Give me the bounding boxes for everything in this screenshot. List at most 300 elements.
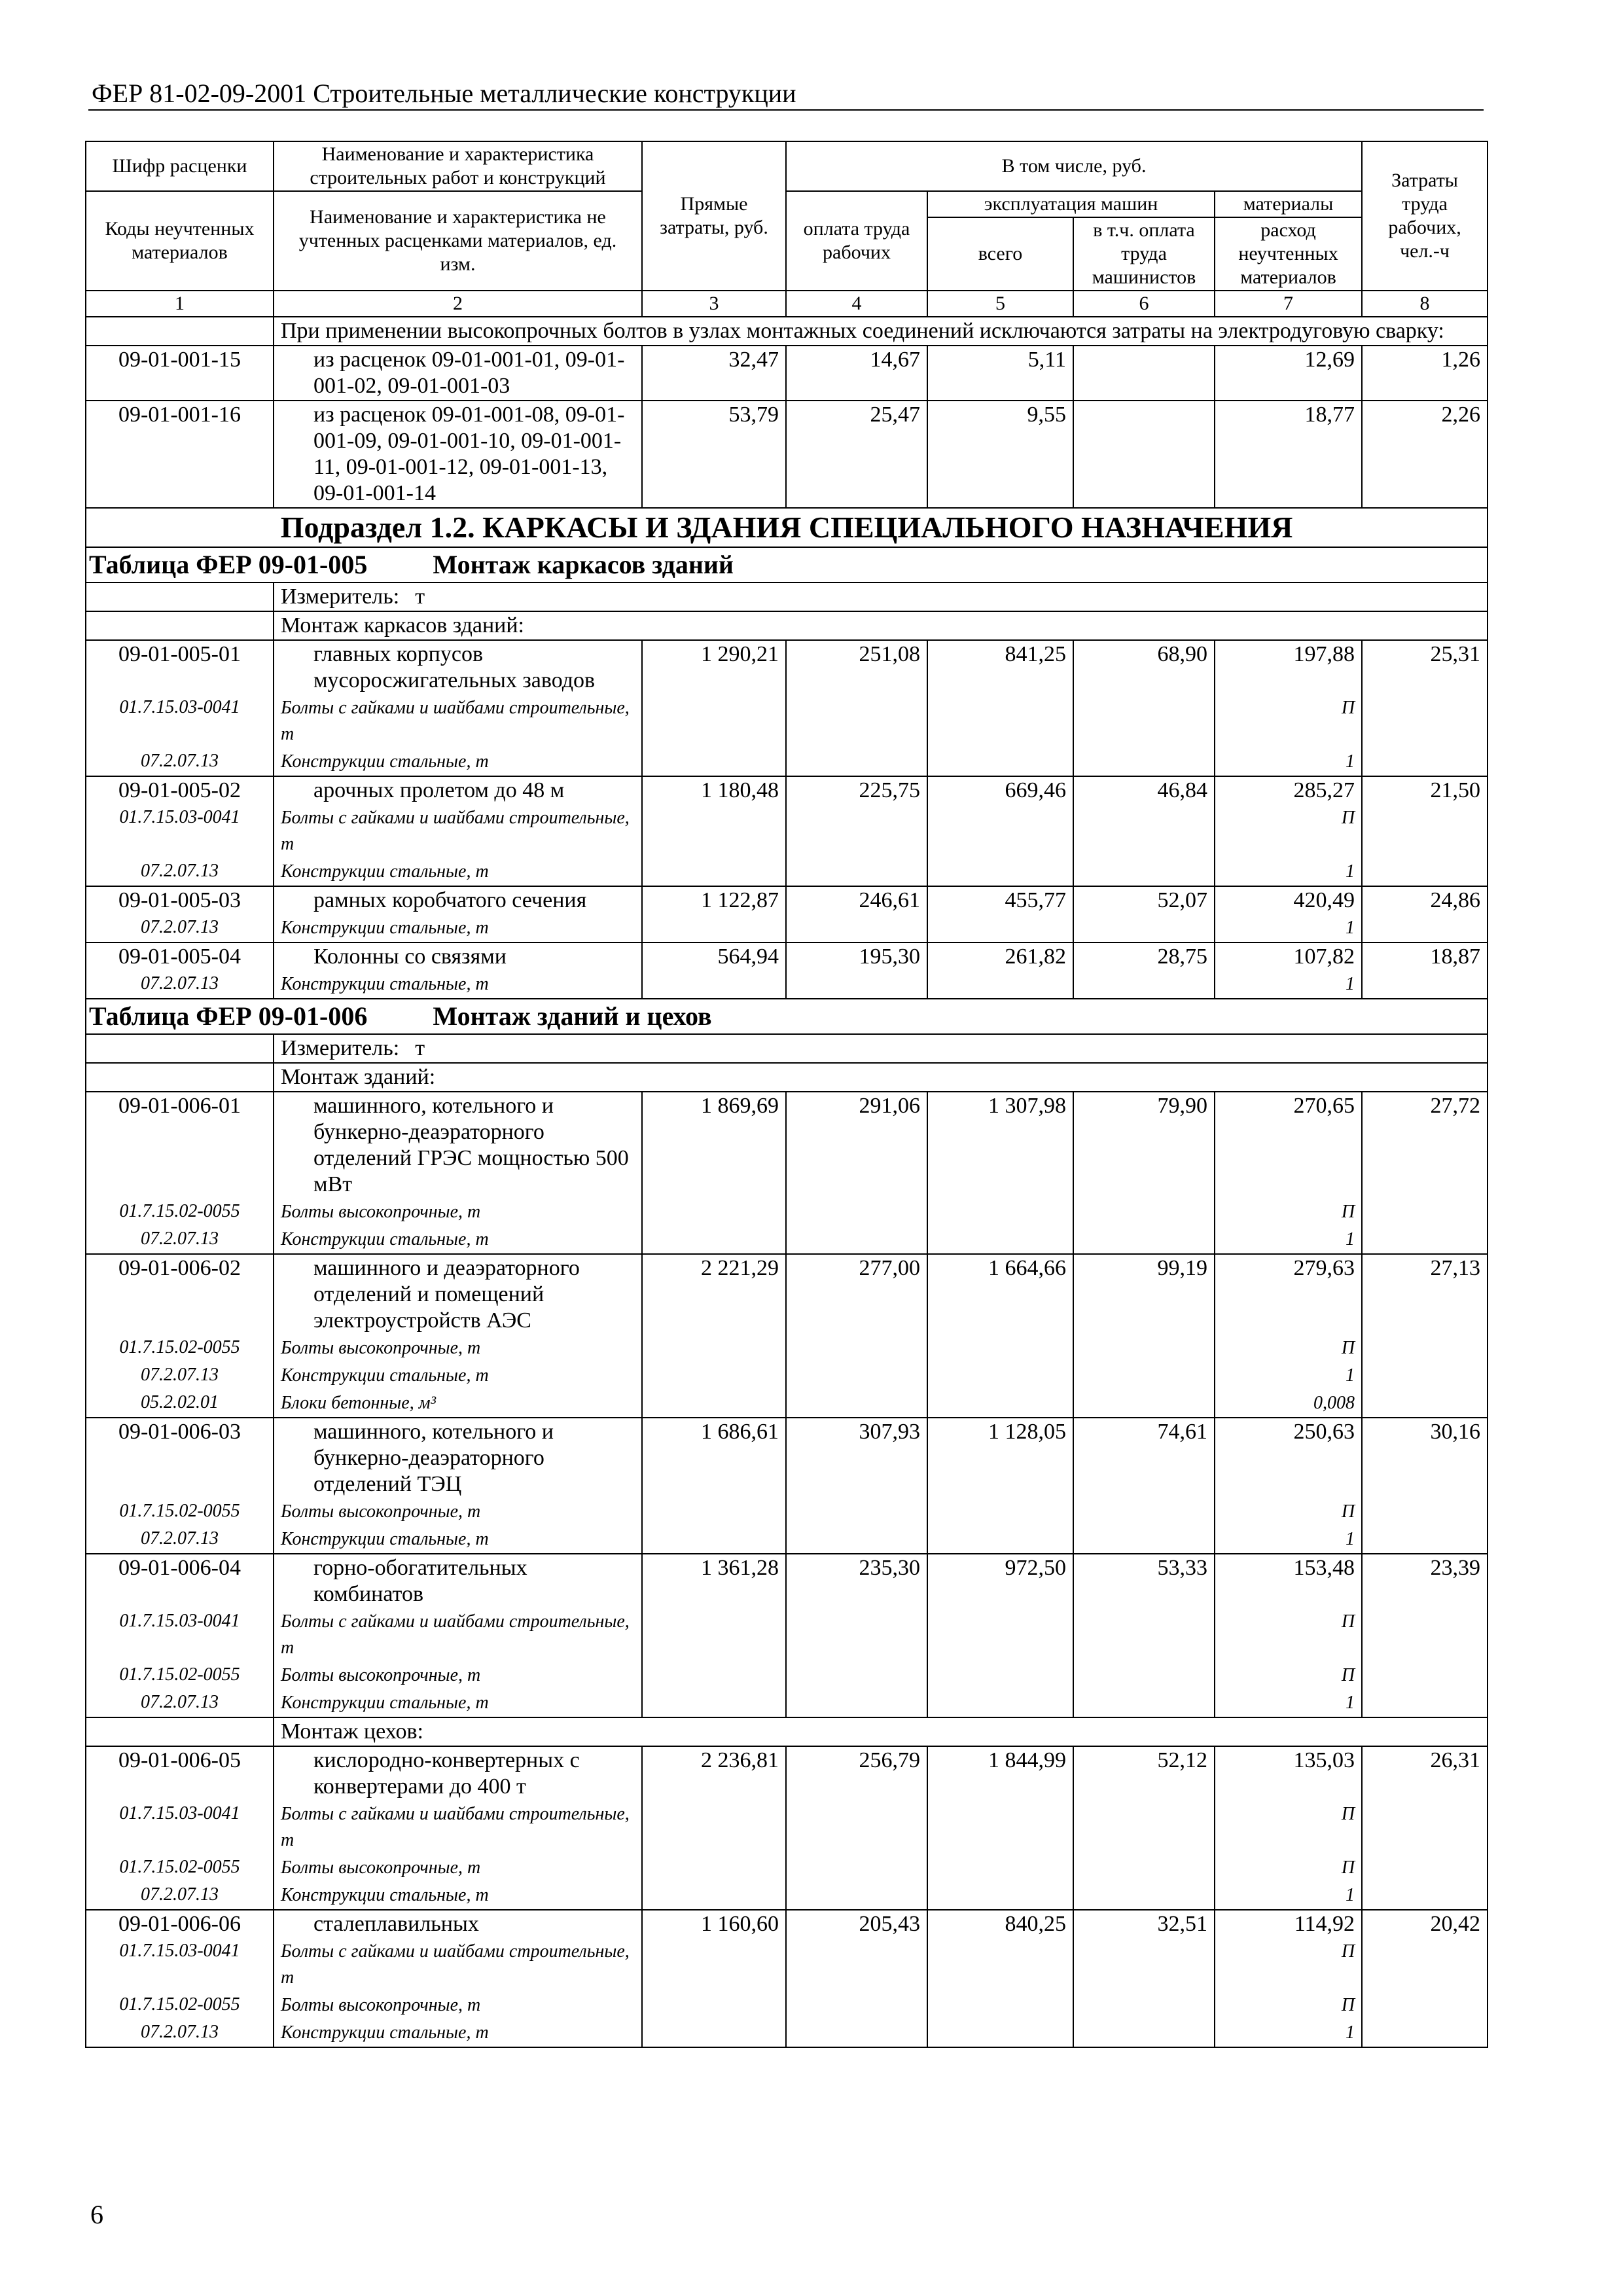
direct-costs: 564,94 [642,942,786,971]
materials-cost: 114,92 [1215,1910,1362,1938]
empty-cell [786,1854,927,1882]
machinists-pay: 52,07 [1073,886,1215,914]
materials-cost: 250,63 [1215,1418,1362,1498]
materials-cost: 107,82 [1215,942,1362,971]
meter [274,1034,1488,1063]
empty-cell [786,804,927,858]
material-usage: 1 [1215,971,1362,999]
material-name: Болты высокопрочные, т [274,1335,642,1362]
machines-total: 1 128,05 [927,1418,1073,1498]
note-high-strength-bolts: При применении высокопрочных болтов в узлах монтажных соединений исключаются затраты на электродуговую сварку: [274,317,1488,346]
material-row [86,1362,1488,1390]
empty-cell [642,1198,786,1226]
empty-cell [1073,748,1215,776]
empty-cell [642,971,786,999]
document-header-title: ФЕР 81-02-09-2001 Строительные металлические конструкции [92,79,796,108]
empty-cell [927,1335,1073,1362]
material-row [86,1226,1488,1254]
col-direct-costs-header: Прямые затраты, руб. [642,141,786,291]
direct-costs: 1 361,28 [642,1554,786,1608]
material-row [86,1526,1488,1554]
direct-costs: 1 869,69 [642,1092,786,1198]
rate-name: машинного, котельного и бункерно-деаэраторного отделений ГРЭС мощностью 500 мВт [274,1092,642,1198]
labor-costs: 27,13 [1362,1254,1488,1335]
material-code: 01.7.15.03-0041 [86,804,274,858]
materials-cost: 135,03 [1215,1746,1362,1801]
empty-cell [642,1226,786,1254]
direct-costs: 1 290,21 [642,640,786,694]
rate-name: из расценок 09-01-001-08, 09-01-001-09, 09-01-001-10, 09-01-001-11, 09-01-001-12, 09-01-001-13, 09-01-001-14 [274,401,642,508]
labor-costs: 23,39 [1362,1554,1488,1608]
machines-total: 455,77 [927,886,1073,914]
table-row [86,401,1488,508]
labor-costs: 18,87 [1362,942,1488,971]
material-name: Болты высокопрочные, т [274,1662,642,1689]
rate-name: кислородно-конвертерных с конвертерами до 400 т [274,1746,642,1801]
empty-cell [786,1335,927,1362]
meter-row [86,1034,1488,1063]
empty-cell [927,1992,1073,2019]
group-label: Монтаж каркасов зданий: [274,611,1488,640]
table-row [86,346,1488,401]
col-cipher-header: Шифр расценки [86,141,274,191]
empty-cell [1362,914,1488,942]
machinists-pay [1073,346,1215,401]
empty-cell [927,1689,1073,1717]
column-number: 2 [274,291,642,317]
material-code: 05.2.02.01 [86,1390,274,1418]
material-code: 01.7.15.03-0041 [86,1938,274,1992]
empty-cell [786,1198,927,1226]
note-row [86,317,1488,346]
material-name: Болты высокопрочные, т [274,1198,642,1226]
empty-cell [1073,694,1215,748]
empty-cell [642,1498,786,1526]
empty-cell [1362,1801,1488,1854]
empty-cell [927,2019,1073,2047]
machinists-pay: 46,84 [1073,776,1215,804]
material-name: Болты высокопрочные, т [274,1992,642,2019]
materials-cost: 12,69 [1215,346,1362,401]
machines-total: 1 307,98 [927,1092,1073,1198]
empty-cell [642,1608,786,1662]
empty-cell [927,1801,1073,1854]
empty-cell [642,748,786,776]
empty-cell [642,914,786,942]
empty-cell [642,858,786,886]
empty-cell [1073,1662,1215,1689]
empty-cell [1362,804,1488,858]
material-code: 01.7.15.02-0055 [86,1198,274,1226]
rate-name: главных корпусов мусоросжигательных заводов [274,640,642,694]
material-usage: 1 [1215,1526,1362,1554]
material-usage: П [1215,694,1362,748]
table-row [86,1418,1488,1498]
empty-cell [86,1063,274,1092]
rate-code: 09-01-001-16 [86,401,274,508]
material-usage: П [1215,1198,1362,1226]
materials-cost: 197,88 [1215,640,1362,694]
col-materials-usage-header: расход неучтенных материалов [1215,217,1362,291]
empty-cell [786,1362,927,1390]
empty-cell [1362,2019,1488,2047]
material-usage: 1 [1215,1689,1362,1717]
material-name: Конструкции стальные, т [274,1882,642,1910]
meter-row [86,583,1488,611]
col-materials-header: материалы [1215,191,1362,217]
direct-costs: 1 686,61 [642,1418,786,1498]
material-row [86,858,1488,886]
machines-total: 261,82 [927,942,1073,971]
empty-cell [642,804,786,858]
empty-cell [1362,1526,1488,1554]
col-codes-header: Коды неучтенных материалов [86,191,274,291]
empty-cell [1073,1992,1215,2019]
labor-costs: 1,26 [1362,346,1488,401]
empty-cell [642,1689,786,1717]
rate-name: машинного и деаэраторного отделений и помещений электроустройств АЭС [274,1254,642,1335]
col-machinists-pay-header: в т.ч. оплата труда машинистов [1073,217,1215,291]
empty-cell [1073,858,1215,886]
group-label: Монтаж зданий: [274,1063,1488,1092]
empty-cell [1362,1226,1488,1254]
material-name: Болты высокопрочные, т [274,1498,642,1526]
material-usage: П [1215,1938,1362,1992]
machinists-pay: 79,90 [1073,1092,1215,1198]
material-row [86,1992,1488,2019]
material-row [86,1390,1488,1418]
empty-cell [786,1689,927,1717]
material-code: 01.7.15.03-0041 [86,1801,274,1854]
empty-cell [927,694,1073,748]
material-row [86,914,1488,942]
table-row [86,1254,1488,1335]
direct-costs: 2 221,29 [642,1254,786,1335]
empty-cell [1073,1689,1215,1717]
empty-cell [786,1226,927,1254]
materials-cost: 279,63 [1215,1254,1362,1335]
material-row [86,1689,1488,1717]
empty-cell [786,858,927,886]
empty-cell [927,914,1073,942]
machinists-pay: 74,61 [1073,1418,1215,1498]
machines-total: 840,25 [927,1910,1073,1938]
material-code: 07.2.07.13 [86,748,274,776]
table-heading-row [86,999,1488,1034]
col-name-materials-header: Наименование и характеристика не учтенных расценками материалов, ед. изм. [274,191,642,291]
machinists-pay: 32,51 [1073,1910,1215,1938]
col-including-header: В том числе, руб. [786,141,1362,191]
empty-cell [1362,858,1488,886]
machines-total: 1 664,66 [927,1254,1073,1335]
labor-costs: 21,50 [1362,776,1488,804]
direct-costs: 53,79 [642,401,786,508]
material-code: 01.7.15.02-0055 [86,1992,274,2019]
empty-cell [927,1362,1073,1390]
material-usage: 1 [1215,1882,1362,1910]
column-number: 7 [1215,291,1362,317]
empty-cell [786,748,927,776]
page-number: 6 [90,2200,103,2229]
rate-code: 09-01-006-03 [86,1418,274,1498]
material-row [86,1198,1488,1226]
empty-cell [927,804,1073,858]
empty-cell [1073,1938,1215,1992]
empty-cell [1362,694,1488,748]
table-row [86,886,1488,914]
material-code: 07.2.07.13 [86,1882,274,1910]
material-name: Блоки бетонные, м³ [274,1390,642,1418]
empty-cell [927,1938,1073,1992]
empty-cell [786,1608,927,1662]
rate-code: 09-01-006-01 [86,1092,274,1198]
material-name: Конструкции стальные, т [274,1526,642,1554]
rates-table [85,141,1488,2048]
table-row [86,776,1488,804]
material-name: Болты с гайками и шайбами строительные, т [274,694,642,748]
meter-unit: т [415,1036,425,1060]
empty-cell [642,1854,786,1882]
group-label-row [86,611,1488,640]
material-code: 01.7.15.02-0055 [86,1335,274,1362]
materials-cost: 270,65 [1215,1092,1362,1198]
material-code: 07.2.07.13 [86,914,274,942]
empty-cell [1362,1335,1488,1362]
empty-cell [786,1526,927,1554]
machinists-pay [1073,401,1215,508]
empty-cell [786,1662,927,1689]
empty-cell [642,1526,786,1554]
empty-cell [786,1992,927,2019]
empty-cell [86,1034,274,1063]
empty-cell [1362,1498,1488,1526]
empty-cell [1073,1526,1215,1554]
column-numbers-row [86,291,1488,317]
column-number: 8 [1362,291,1488,317]
material-usage: 0,008 [1215,1390,1362,1418]
material-code: 07.2.07.13 [86,1362,274,1390]
rate-code: 09-01-006-05 [86,1746,274,1801]
material-name: Конструкции стальные, т [274,914,642,942]
worker-pay: 246,61 [786,886,927,914]
empty-cell [927,1526,1073,1554]
labor-costs: 2,26 [1362,401,1488,508]
material-row [86,1335,1488,1362]
empty-cell [786,694,927,748]
direct-costs: 1 122,87 [642,886,786,914]
material-code: 01.7.15.02-0055 [86,1662,274,1689]
meter-unit: т [415,584,425,609]
material-row [86,1938,1488,1992]
empty-cell [1362,748,1488,776]
column-number: 4 [786,291,927,317]
labor-costs: 20,42 [1362,1910,1488,1938]
table-row [86,942,1488,971]
empty-cell [1073,1362,1215,1390]
material-usage: П [1215,1662,1362,1689]
material-row [86,1854,1488,1882]
material-name: Болты с гайками и шайбами строительные, т [274,1801,642,1854]
empty-cell [1362,1390,1488,1418]
material-name: Болты с гайками и шайбами строительные, т [274,1608,642,1662]
material-usage: П [1215,1335,1362,1362]
empty-cell [642,1992,786,2019]
empty-cell [86,583,274,611]
machinists-pay: 52,12 [1073,1746,1215,1801]
col-machines-total-header: всего [927,217,1073,291]
table-code: Таблица ФЕР 09-01-005 [89,550,368,579]
material-code: 07.2.07.13 [86,1226,274,1254]
material-name: Конструкции стальные, т [274,1362,642,1390]
header-row-2 [86,191,1488,217]
table-code: Таблица ФЕР 09-01-006 [89,1001,368,1031]
worker-pay: 277,00 [786,1254,927,1335]
empty-cell [927,1198,1073,1226]
table-title: Монтаж зданий и цехов [433,1001,712,1031]
worker-pay: 251,08 [786,640,927,694]
meter-label: Измеритель: [281,584,400,609]
col-worker-pay-header: оплата труда рабочих [786,191,927,291]
rate-name: машинного, котельного и бункерно-деаэраторного отделений ТЭЦ [274,1418,642,1498]
empty-cell [642,1801,786,1854]
material-row [86,1801,1488,1854]
empty-cell [927,1498,1073,1526]
material-name: Конструкции стальные, т [274,1689,642,1717]
machinists-pay: 28,75 [1073,942,1215,971]
empty-cell [1073,1498,1215,1526]
material-usage: П [1215,1608,1362,1662]
table-heading [86,547,1488,583]
empty-cell [642,1938,786,1992]
rate-name: рамных коробчатого сечения [274,886,642,914]
empty-cell [786,1498,927,1526]
material-usage: 1 [1215,1226,1362,1254]
material-usage: П [1215,1801,1362,1854]
labor-costs: 26,31 [1362,1746,1488,1801]
labor-costs: 25,31 [1362,640,1488,694]
machinists-pay: 53,33 [1073,1554,1215,1608]
empty-cell [927,1882,1073,1910]
group-label-row [86,1717,1488,1746]
material-usage: П [1215,1498,1362,1526]
material-name: Конструкции стальные, т [274,1226,642,1254]
material-usage: 1 [1215,2019,1362,2047]
material-code: 01.7.15.03-0041 [86,694,274,748]
empty-cell [1073,1854,1215,1882]
empty-cell [642,1662,786,1689]
material-code: 01.7.15.02-0055 [86,1854,274,1882]
empty-cell [786,1938,927,1992]
subsection-title: Подраздел 1.2. КАРКАСЫ И ЗДАНИЯ СПЕЦИАЛЬНОГО НАЗНАЧЕНИЯ [86,508,1488,547]
worker-pay: 225,75 [786,776,927,804]
rate-name: из расценок 09-01-001-01, 09-01-001-02, 09-01-001-03 [274,346,642,401]
worker-pay: 235,30 [786,1554,927,1608]
material-usage: 1 [1215,748,1362,776]
worker-pay: 205,43 [786,1910,927,1938]
empty-cell [927,1226,1073,1254]
machines-total: 9,55 [927,401,1073,508]
rate-name: Колонны со связями [274,942,642,971]
empty-cell [1362,971,1488,999]
rate-name: сталеплавильных [274,1910,642,1938]
worker-pay: 291,06 [786,1092,927,1198]
empty-cell [1073,914,1215,942]
material-usage: 1 [1215,914,1362,942]
empty-cell [927,1608,1073,1662]
empty-cell [1073,1801,1215,1854]
empty-cell [927,971,1073,999]
material-name: Конструкции стальные, т [274,748,642,776]
col-labor-costs-header: Затраты труда рабочих, чел.-ч [1362,141,1488,291]
empty-cell [642,2019,786,2047]
direct-costs: 1 160,60 [642,1910,786,1938]
table-heading [86,999,1488,1034]
material-code: 07.2.07.13 [86,971,274,999]
material-row [86,804,1488,858]
meter-label: Измеритель: [281,1036,400,1060]
material-code: 07.2.07.13 [86,2019,274,2047]
empty-cell [1362,1854,1488,1882]
empty-cell [642,1882,786,1910]
empty-cell [927,858,1073,886]
material-name: Болты с гайками и шайбами строительные, т [274,1938,642,1992]
col-name-work-header: Наименование и характеристика строительных работ и конструкций [274,141,642,191]
worker-pay: 14,67 [786,346,927,401]
empty-cell [786,1882,927,1910]
material-name: Конструкции стальные, т [274,971,642,999]
empty-cell [1073,804,1215,858]
column-number: 3 [642,291,786,317]
empty-cell [1362,1362,1488,1390]
empty-cell [86,611,274,640]
table-heading-row [86,547,1488,583]
machines-total: 841,25 [927,640,1073,694]
table-title: Монтаж каркасов зданий [433,550,734,579]
table-row [86,640,1488,694]
worker-pay: 25,47 [786,401,927,508]
group-label: Монтаж цехов: [274,1717,1488,1746]
direct-costs: 1 180,48 [642,776,786,804]
machinists-pay: 99,19 [1073,1254,1215,1335]
empty-cell [786,914,927,942]
machines-total: 1 844,99 [927,1746,1073,1801]
empty-cell [1073,2019,1215,2047]
empty-cell [1362,1882,1488,1910]
worker-pay: 307,93 [786,1418,927,1498]
table-row [86,1910,1488,1938]
empty-cell [642,694,786,748]
material-usage: П [1215,1854,1362,1882]
empty-cell [786,971,927,999]
material-code: 01.7.15.02-0055 [86,1498,274,1526]
rate-code: 09-01-001-15 [86,346,274,401]
material-code: 07.2.07.13 [86,858,274,886]
empty-cell [786,1801,927,1854]
empty-cell [642,1390,786,1418]
direct-costs: 32,47 [642,346,786,401]
rate-code: 09-01-005-01 [86,640,274,694]
material-name: Болты высокопрочные, т [274,1854,642,1882]
header-rule [88,109,1484,111]
empty-cell [1362,1608,1488,1662]
empty-cell [1073,1882,1215,1910]
material-usage: 1 [1215,1362,1362,1390]
col-machine-operation-header: эксплуатация машин [927,191,1215,217]
subsection-row [86,508,1488,547]
table-row [86,1554,1488,1608]
material-usage: 1 [1215,858,1362,886]
header-row-1 [86,141,1488,191]
